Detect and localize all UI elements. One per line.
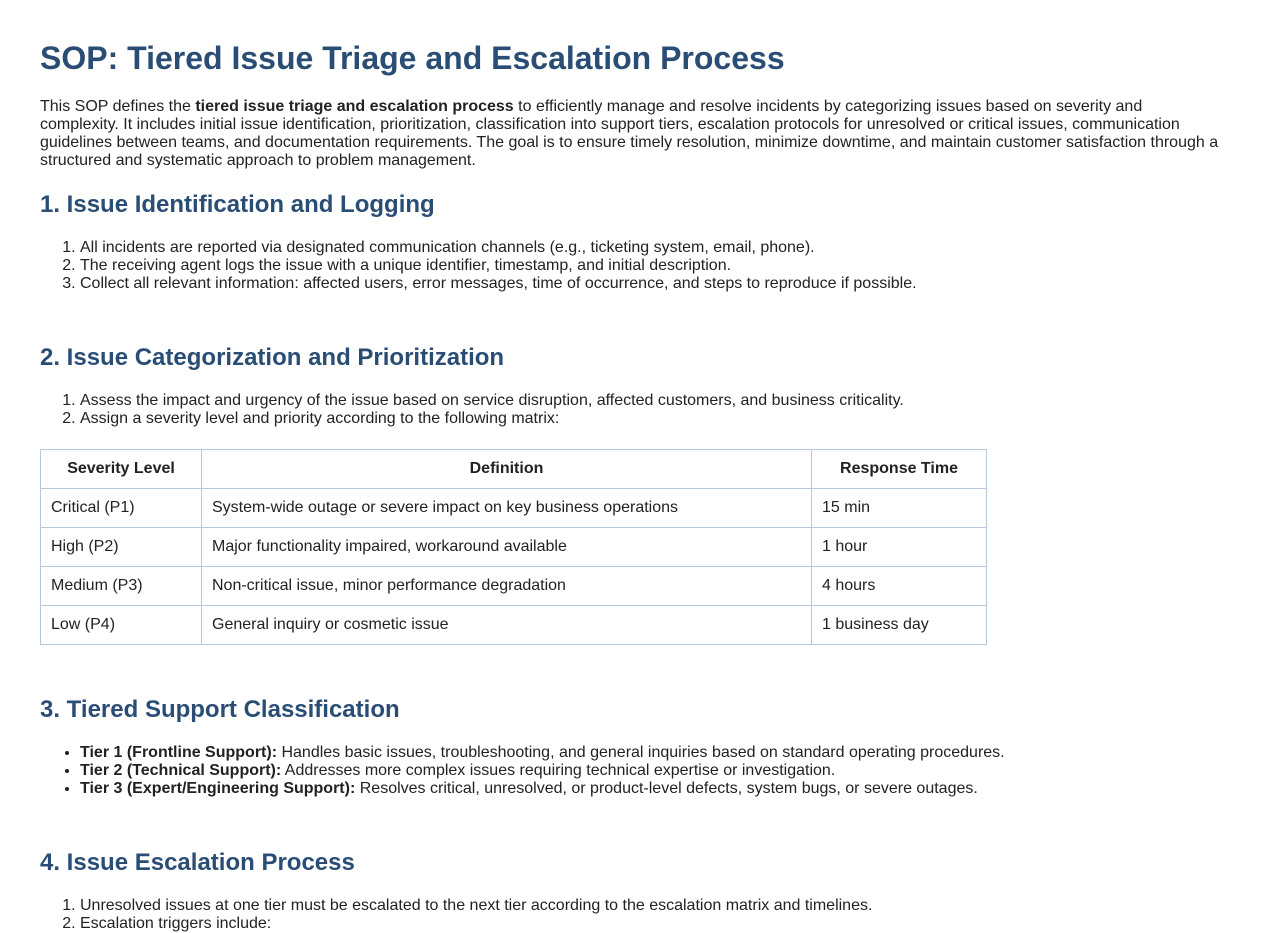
list-item: 2. Escalation triggers include: [80, 915, 1223, 933]
list-item: 2. Assign a severity level and priority according to the following matrix: [80, 410, 1223, 428]
tier-label: Tier 3 (Expert/Engineering Support): [80, 780, 356, 797]
table-cell: Non-critical issue, minor performance degradation [202, 567, 812, 606]
section-3-list [40, 744, 1223, 798]
table-header-row [41, 450, 987, 489]
column-header-response-time: Response Time [812, 450, 987, 489]
table-cell: 1 business day [812, 606, 987, 645]
table-row [41, 567, 987, 606]
list-item [80, 762, 1223, 780]
tier-description: Addresses more complex issues requiring technical expertise or investigation. [281, 762, 836, 779]
section-2-title: 2. Issue Categorization and Prioritization [40, 344, 505, 371]
severity-matrix-table [40, 449, 987, 645]
table-row [41, 489, 987, 528]
tier-description: Resolves critical, unresolved, or product-level defects, system bugs, or severe outages. [355, 780, 978, 797]
intro-text-start: This SOP defines the [40, 98, 196, 115]
tier-label: Tier 2 (Technical Support): [80, 762, 282, 779]
page-title: SOP: Tiered Issue Triage and Escalation Process [40, 40, 785, 76]
section-1-list [40, 239, 1223, 293]
section-3-title: 3. Tiered Support Classification [40, 696, 400, 723]
tier-description: Handles basic issues, troubleshooting, and general inquiries based on standard operating procedures. [277, 744, 1005, 761]
table-cell: Critical (P1) [41, 489, 202, 528]
list-item [80, 780, 1223, 798]
table-cell: General inquiry or cosmetic issue [202, 606, 812, 645]
table-cell: 4 hours [812, 567, 987, 606]
table-cell: Low (P4) [41, 606, 202, 645]
table-cell: 1 hour [812, 528, 987, 567]
list-item: 1. Assess the impact and urgency of the issue based on service disruption, affected customers, and business criticality. [80, 392, 1223, 410]
column-header-definition: Definition [202, 450, 812, 489]
table-cell: Medium (P3) [41, 567, 202, 606]
table-cell: System-wide outage or severe impact on key business operations [202, 489, 812, 528]
section-2-list [40, 392, 1223, 428]
tier-label: Tier 1 (Frontline Support): [80, 744, 278, 761]
section-4-title: 4. Issue Escalation Process [40, 849, 355, 876]
intro-text-bold: tiered issue triage and escalation process [195, 98, 514, 115]
list-item: 2. The receiving agent logs the issue with a unique identifier, timestamp, and initial description. [80, 257, 1223, 275]
table-cell: Major functionality impaired, workaround available [202, 528, 812, 567]
list-item [80, 744, 1223, 762]
list-item: 1. All incidents are reported via designated communication channels (e.g., ticketing system, email, phone). [80, 239, 1223, 257]
list-item: 3. Collect all relevant information: affected users, error messages, time of occurrence, and steps to reproduce if possible. [80, 275, 1223, 293]
intro-paragraph [40, 98, 1223, 170]
table-cell: 15 min [812, 489, 987, 528]
table-cell: High (P2) [41, 528, 202, 567]
section-4-list [40, 897, 1223, 933]
column-header-severity: Severity Level [41, 450, 202, 489]
intro-text-end: to efficiently manage and resolve incidents by categorizing issues based on severity and complexity. It includes initial issue identification, prioritization, classification into support tiers, escalation protocols for unresolved or critical issues, communication guidelines between teams, and documentation requirements. The goal is to ensure timely resolution, minimize downtime, and maintain customer satisfaction through a structured and systematic approach to problem management. [40, 98, 1219, 169]
table-row [41, 606, 987, 645]
table-row [41, 528, 987, 567]
section-1-title: 1. Issue Identification and Logging [40, 191, 435, 218]
list-item: 1. Unresolved issues at one tier must be escalated to the next tier according to the escalation matrix and timelines. [80, 897, 1223, 915]
